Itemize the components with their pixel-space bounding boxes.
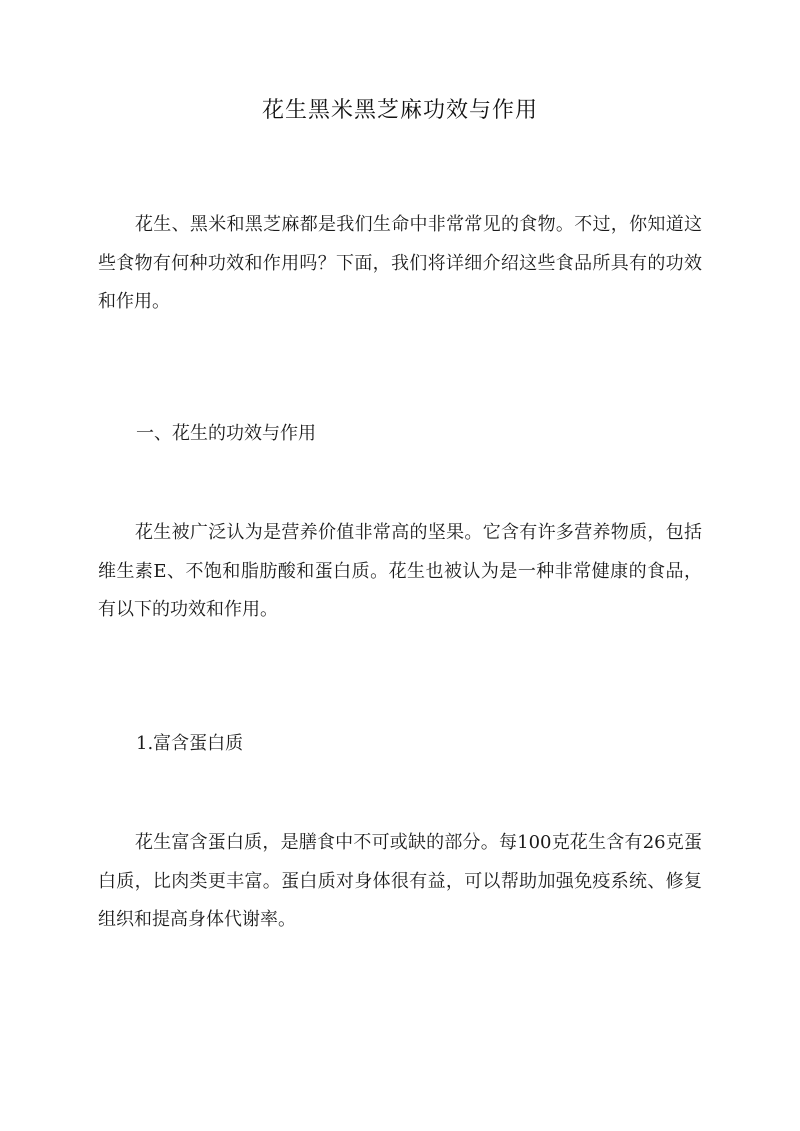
document-title: 花生黑米黑芝麻功效与作用 <box>261 98 538 123</box>
item-paragraph-protein: 花生富含蛋白质，是膳食中不可或缺的部分。每100克花生含有26克蛋白质，比肉类更丰富。蛋白质对身体很有益，可以帮助加强免疫系统、修复组织和提高身体代谢率。 <box>98 832 702 930</box>
item-heading-protein: 1.富含蛋白质 <box>136 733 244 754</box>
section-paragraph-peanut: 花生被广泛认为是营养价值非常高的坚果。它含有许多营养物质，包括维生素E、不饱和脂肪酸和蛋白质。花生也被认为是一种非常健康的食品，有以下的功效和作用。 <box>98 522 702 620</box>
intro-paragraph: 花生、黑米和黑芝麻都是我们生命中非常常见的食物。不过，你知道这些食物有何种功效和作用吗？下面，我们将详细介绍这些食品所具有的功效和作用。 <box>98 214 702 312</box>
section-heading-peanut: 一、花生的功效与作用 <box>136 423 316 444</box>
